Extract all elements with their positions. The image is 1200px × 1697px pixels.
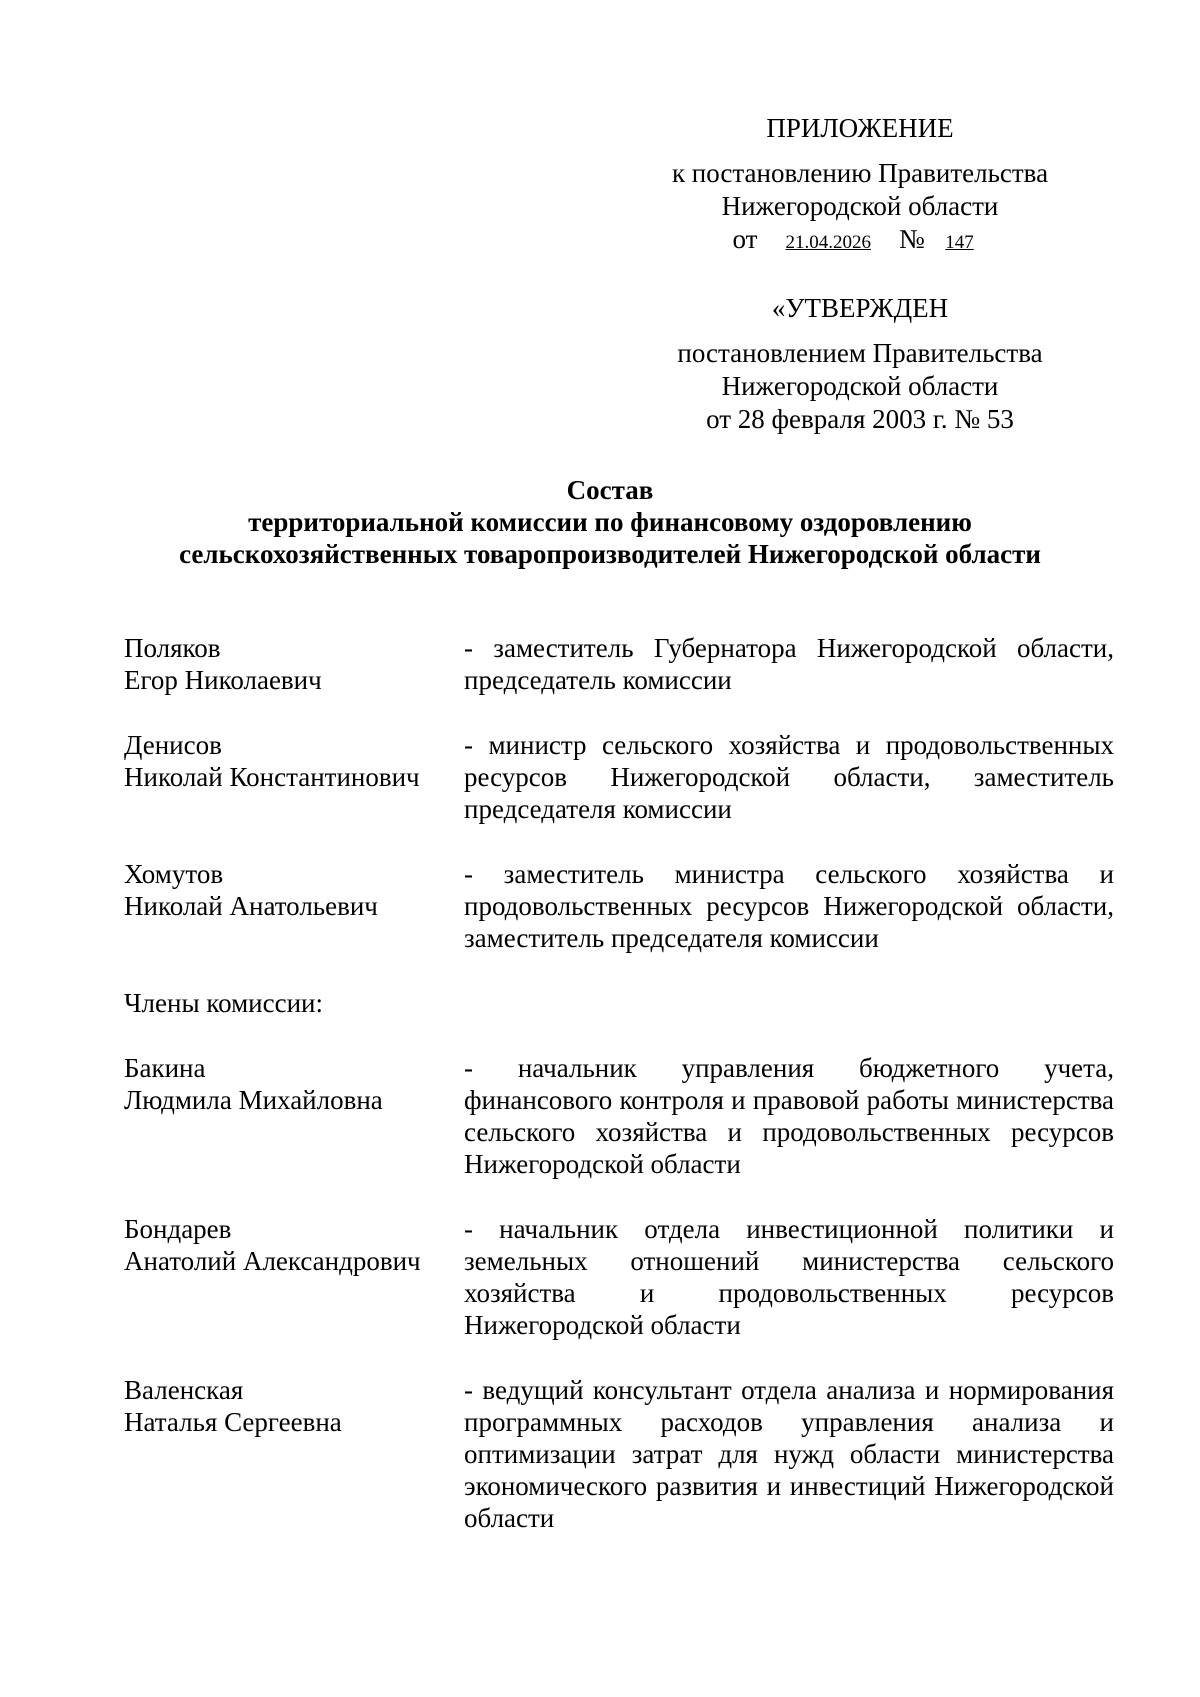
member-role: - заместитель министра сельского хозяйства и продовольственных ресурсов Нижегородской области, заместитель председателя комиссии bbox=[464, 859, 1114, 953]
member-name bbox=[124, 858, 464, 954]
member-role: - начальник отдела инвестиционной политики и земельных отношений министерства сельского хозяйства и продовольственных ресурсов Нижегородской области bbox=[464, 1214, 1114, 1340]
approved-block bbox=[660, 292, 1060, 436]
appendix-block bbox=[660, 112, 1060, 259]
members-heading: Члены комиссии: bbox=[124, 988, 323, 1018]
member-name bbox=[124, 1213, 464, 1341]
member-row bbox=[124, 858, 1114, 954]
member-name bbox=[124, 729, 464, 825]
member-row bbox=[124, 1052, 1114, 1180]
approved-title: «УТВЕРЖДЕН bbox=[771, 293, 949, 323]
member-surname: Поляков bbox=[124, 633, 221, 663]
member-given-names: Людмила Михайловна bbox=[124, 1085, 383, 1115]
member-given-names: Николай Анатольевич bbox=[124, 891, 378, 921]
member-name bbox=[124, 1052, 464, 1180]
resolution-number: 147 bbox=[945, 232, 974, 253]
member-surname: Валенская bbox=[124, 1375, 244, 1405]
member-row bbox=[124, 1374, 1114, 1534]
appendix-line-2: Нижегородской области bbox=[721, 191, 999, 221]
approved-line-2: Нижегородской области bbox=[721, 371, 999, 401]
commission-list bbox=[124, 632, 1114, 1567]
member-surname: Денисов bbox=[124, 730, 222, 760]
member-surname: Бакина bbox=[124, 1053, 206, 1083]
member-role: - начальник управления бюджетного учета, финансового контроля и правовой работы министерства сельского хозяйства и продовольственных ресурсов Нижегородской области bbox=[464, 1053, 1114, 1179]
member-role: - министр сельского хозяйства и продовольственных ресурсов Нижегородской области, заместитель председателя комиссии bbox=[464, 730, 1114, 824]
member-row bbox=[124, 632, 1114, 696]
member-surname: Бондарев bbox=[124, 1214, 232, 1244]
number-sign: № bbox=[898, 224, 925, 254]
title-line-3: сельскохозяйственных товаропроизводителей Нижегородской области bbox=[179, 539, 1041, 569]
member-given-names: Николай Константинович bbox=[124, 762, 420, 792]
from-prefix: от bbox=[732, 224, 758, 254]
member-row bbox=[124, 729, 1114, 825]
member-surname: Хомутов bbox=[124, 859, 224, 889]
member-role: - заместитель Губернатора Нижегородской области, председатель комиссии bbox=[464, 633, 1114, 695]
appendix-line-1: к постановлению Правительства bbox=[671, 158, 1049, 188]
title-line-2: территориальной комиссии по финансовому оздоровлению bbox=[248, 507, 972, 537]
member-name bbox=[124, 1374, 464, 1534]
document-title bbox=[110, 474, 1110, 570]
member-role: - ведущий консультант отдела анализа и нормирования программных расходов управления анализа и оптимизации затрат для нужд области министерства экономического развития и инвестиций Нижегородской области bbox=[464, 1375, 1114, 1533]
member-given-names: Анатолий Александрович bbox=[124, 1246, 421, 1276]
member-given-names: Наталья Сергеевна bbox=[124, 1407, 342, 1437]
member-row bbox=[124, 1213, 1114, 1341]
approved-line-1: постановлением Правительства bbox=[677, 338, 1043, 368]
member-given-names: Егор Николаевич bbox=[124, 665, 322, 695]
member-name bbox=[124, 632, 464, 696]
resolution-date: 21.04.2026 bbox=[785, 232, 871, 253]
title-line-1: Состав bbox=[566, 475, 654, 505]
appendix-date-line bbox=[660, 223, 1060, 259]
approved-line-3: от 28 февраля 2003 г. № 53 bbox=[706, 404, 1014, 434]
appendix-title: ПРИЛОЖЕНИЕ bbox=[766, 113, 954, 143]
